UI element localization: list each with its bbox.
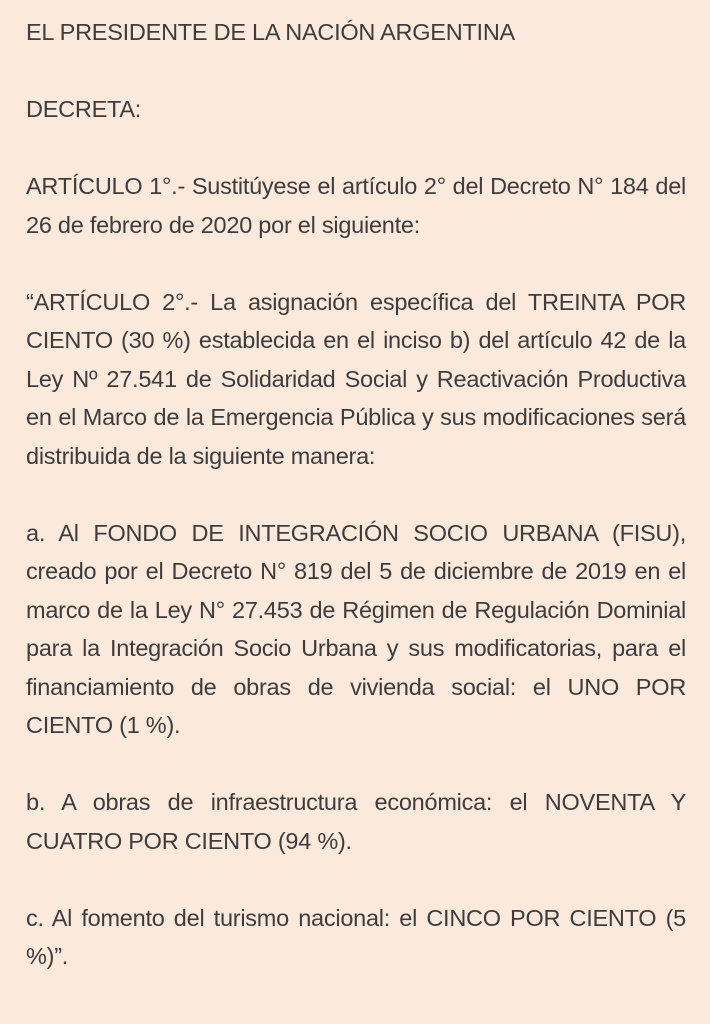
document-heading: EL PRESIDENTE DE LA NACIÓN ARGENTINA	[26, 19, 515, 45]
list-item-a: a. Al FONDO DE INTEGRACIÓN SOCIO URBANA (FISU), creado por el Decreto N° 819 del 5 de diciembre de 2019 en el marco de la Ley N° 27.453 de Régimen de Regulación Dominial para la Integración Socio Urbana y sus modificatorias, para el financiamiento de obras de vivienda social: el UNO POR CIENTO (1 %).	[26, 519, 686, 738]
article-1-paragraph: ARTÍCULO 1°.- Sustitúyese el artículo 2° del Decreto N° 184 del 26 de febrero de 2020 por el siguiente:	[26, 173, 686, 238]
article-2-intro-paragraph: “ARTÍCULO 2°.- La asignación específica del TREINTA POR CIENTO (30 %) establecida en el inciso b) del artículo 42 de la Ley Nº 27.541 de Solidaridad Social y Reactivación Productiva en el Marco de la Emergencia Pública y sus modificaciones será distribuida de la siguiente manera:	[26, 288, 686, 469]
list-item-b: b. A obras de infraestructura económica: el NOVENTA Y CUATRO POR CIENTO (94 %).	[26, 789, 686, 854]
list-item-c: c. Al fomento del turismo nacional: el CINCO POR CIENTO (5 %)”.	[26, 904, 686, 969]
decreta-label: DECRETA:	[26, 96, 142, 122]
